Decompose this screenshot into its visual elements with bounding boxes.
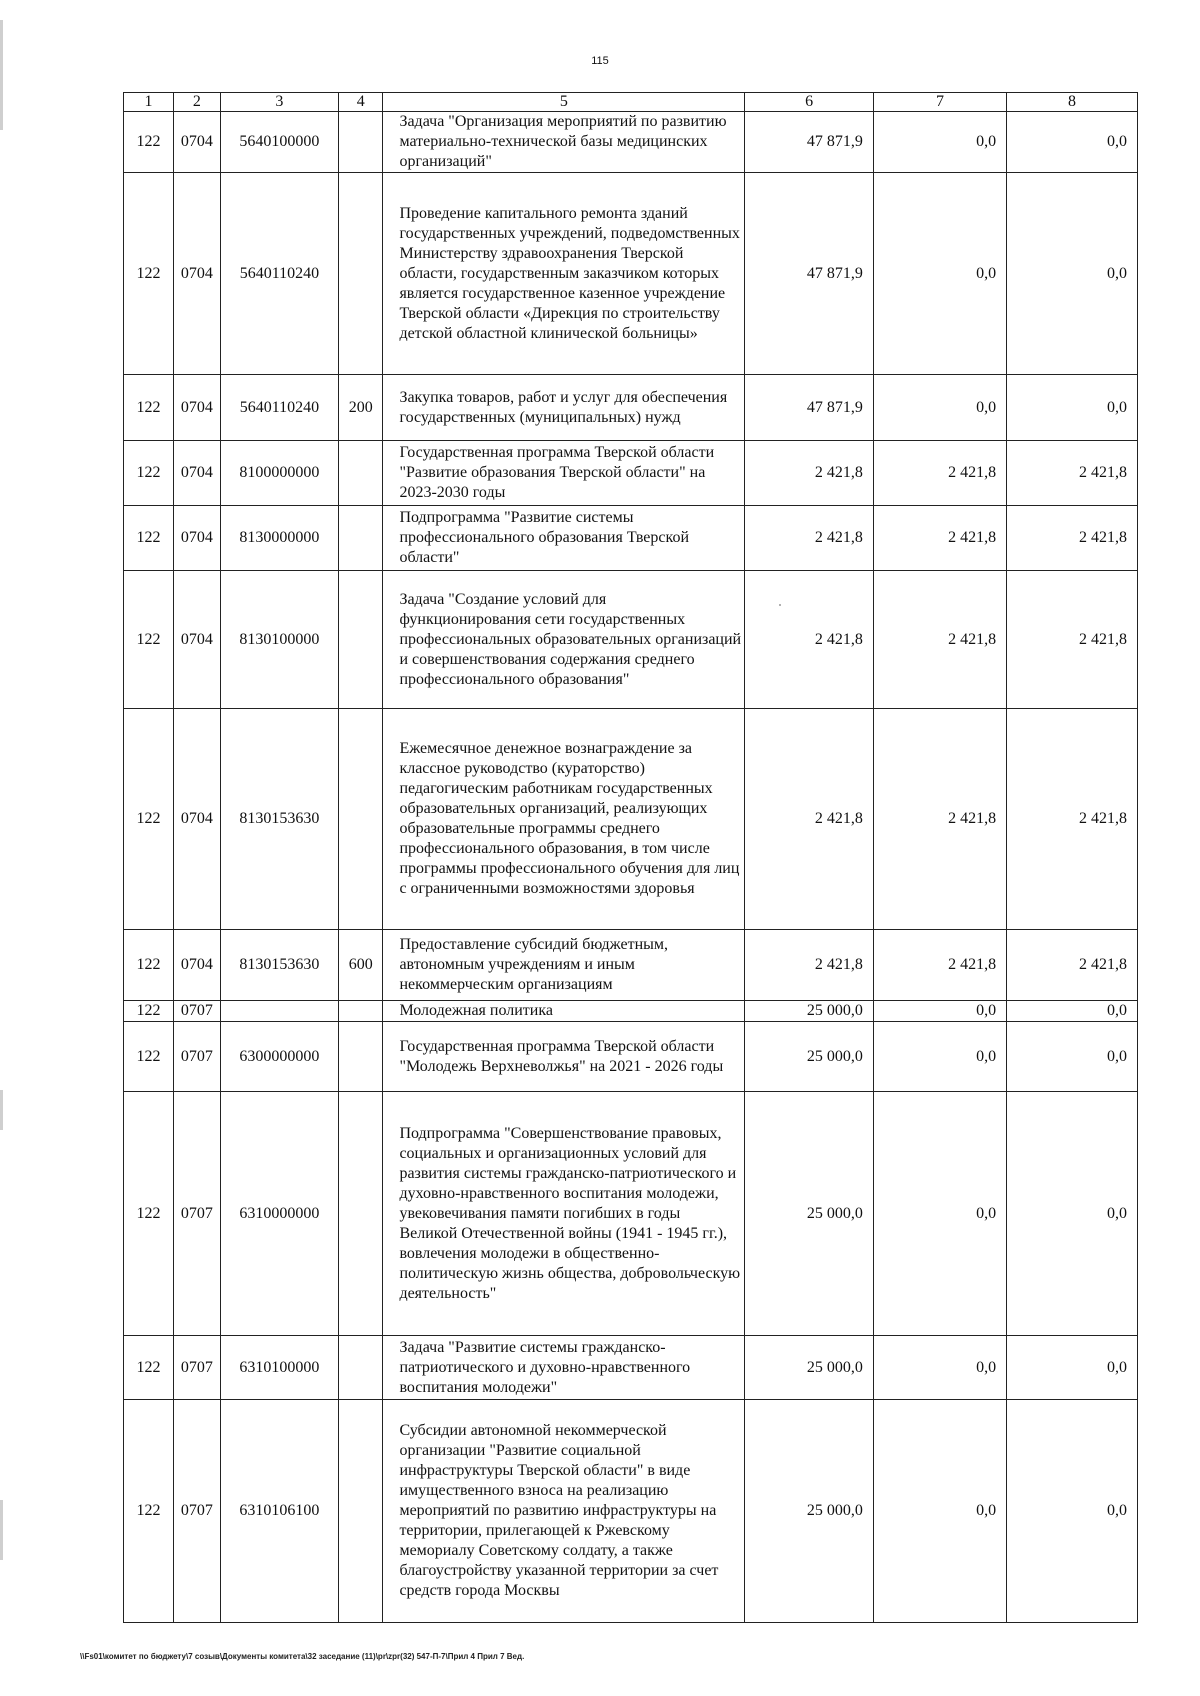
- page-number: 115: [591, 55, 609, 67]
- cell-expense-type: [339, 1022, 383, 1092]
- cell-expense-type: 600: [339, 930, 383, 1001]
- cell-amount-6: 2 421,8: [745, 506, 874, 571]
- cell-target-item: 8100000000: [220, 441, 338, 506]
- cell-amount-8: 2 421,8: [1007, 441, 1138, 506]
- table-row: [124, 571, 1138, 709]
- cell-ministry-code: 122: [124, 1022, 174, 1092]
- cell-expense-type: [339, 441, 383, 506]
- cell-description: Субсидии автономной некоммерческой организации "Развитие социальной инфраструктуры Тверской области" в виде имущественного взноса на реализацию мероприятий по развитию инфраструктуры на территории, прилегающей к Ржевскому мемориалу Советскому солдату, а также благоустройству указанной территории за счет средств города Москвы: [383, 1400, 745, 1623]
- table-row: [124, 709, 1138, 930]
- cell-description: Задача "Создание условий для функционирования сети государственных профессиональных образовательных организаций и совершенствования содержания среднего профессионального образования": [383, 571, 745, 709]
- cell-target-item: 6300000000: [220, 1022, 338, 1092]
- cell-section-code: 0704: [174, 441, 221, 506]
- cell-target-item: 5640110240: [220, 375, 338, 441]
- cell-amount-7: 0,0: [873, 1022, 1006, 1092]
- table-row: [124, 1092, 1138, 1336]
- cell-description: Подпрограмма "Развитие системы профессионального образования Тверской области": [383, 506, 745, 571]
- cell-amount-8: 0,0: [1007, 375, 1138, 441]
- cell-amount-8: 0,0: [1007, 1336, 1138, 1400]
- scan-edge-mark: [0, 20, 3, 130]
- cell-description: Государственная программа Тверской области "Развитие образования Тверской области" на 2023-2030 годы: [383, 441, 745, 506]
- cell-target-item: 8130000000: [220, 506, 338, 571]
- header-row: [124, 93, 1138, 112]
- cell-amount-6: 25 000,0: [745, 1001, 874, 1022]
- cell-section-code: 0704: [174, 571, 221, 709]
- table-row: [124, 1336, 1138, 1400]
- cell-description: Закупка товаров, работ и услуг для обеспечения государственных (муниципальных) нужд: [383, 375, 745, 441]
- cell-amount-8: 2 421,8: [1007, 571, 1138, 709]
- cell-target-item: 8130100000: [220, 571, 338, 709]
- cell-amount-8: 2 421,8: [1007, 930, 1138, 1001]
- cell-amount-7: 2 421,8: [873, 441, 1006, 506]
- budget-table: [123, 92, 1138, 1623]
- cell-ministry-code: 122: [124, 1400, 174, 1623]
- column-header: 5: [383, 93, 745, 112]
- cell-amount-8: 0,0: [1007, 1092, 1138, 1336]
- cell-expense-type: [339, 1092, 383, 1336]
- cell-target-item: 5640110240: [220, 173, 338, 375]
- column-header: 1: [124, 93, 174, 112]
- cell-target-item: 5640100000: [220, 112, 338, 173]
- cell-section-code: 0707: [174, 1022, 221, 1092]
- cell-description: Подпрограмма "Совершенствование правовых, социальных и организационных условий для развития системы гражданско-патриотического и духовно-нравственного воспитания молодежи, увековечивания памяти погибших в годы Великой Отечественной войны (1941 - 1945 гг.), вовлечения молодежи в общественно-политическую жизнь общества, добровольческую деятельность": [383, 1092, 745, 1336]
- cell-ministry-code: 122: [124, 709, 174, 930]
- cell-amount-8: 0,0: [1007, 1022, 1138, 1092]
- cell-section-code: 0704: [174, 112, 221, 173]
- cell-ministry-code: 122: [124, 112, 174, 173]
- cell-amount-6: 25 000,0: [745, 1092, 874, 1336]
- cell-expense-type: [339, 506, 383, 571]
- cell-amount-7: 2 421,8: [873, 506, 1006, 571]
- table-row: [124, 1022, 1138, 1092]
- cell-amount-6: 25 000,0: [745, 1400, 874, 1623]
- cell-amount-6: 2 421,8: [745, 709, 874, 930]
- cell-target-item: 6310000000: [220, 1092, 338, 1336]
- cell-amount-8: 0,0: [1007, 1001, 1138, 1022]
- cell-section-code: 0704: [174, 375, 221, 441]
- cell-description: Ежемесячное денежное вознаграждение за классное руководство (кураторство) педагогическим работникам государственных образовательных организаций, реализующих образовательные программы среднего профессионального образования, в том числе программы профессионального обучения для лиц с ограниченными возможностями здоровья: [383, 709, 745, 930]
- cell-ministry-code: 122: [124, 1001, 174, 1022]
- cell-amount-6: 47 871,9: [745, 112, 874, 173]
- cell-expense-type: [339, 112, 383, 173]
- column-header: 7: [873, 93, 1006, 112]
- cell-amount-7: 0,0: [873, 375, 1006, 441]
- cell-target-item: 6310106100: [220, 1400, 338, 1623]
- cell-section-code: 0704: [174, 709, 221, 930]
- cell-description: Проведение капитального ремонта зданий государственных учреждений, подведомственных Министерству здравоохранения Тверской области, государственным заказчиком которых является государственное казенное учреждение Тверской области «Дирекция по строительству детской областной клинической больницы»: [383, 173, 745, 375]
- column-header: 2: [174, 93, 221, 112]
- scan-edge-mark: [0, 1500, 3, 1560]
- table-row: [124, 173, 1138, 375]
- cell-ministry-code: 122: [124, 1336, 174, 1400]
- cell-description: Задача "Организация мероприятий по развитию материально-технической базы медицинских организаций": [383, 112, 745, 173]
- cell-expense-type: [339, 1001, 383, 1022]
- table-row: [124, 1001, 1138, 1022]
- cell-section-code: 0707: [174, 1400, 221, 1623]
- table-row: [124, 441, 1138, 506]
- cell-amount-7: 2 421,8: [873, 571, 1006, 709]
- cell-amount-6: 2 421,8: [745, 930, 874, 1001]
- cell-amount-6: 2 421,8: [745, 441, 874, 506]
- cell-ministry-code: 122: [124, 173, 174, 375]
- cell-description: Молодежная политика: [383, 1001, 745, 1022]
- cell-amount-7: 0,0: [873, 1400, 1006, 1623]
- cell-amount-8: 2 421,8: [1007, 709, 1138, 930]
- cell-amount-6: 47 871,9: [745, 375, 874, 441]
- scan-edge-mark: [0, 1090, 3, 1130]
- cell-amount-8: 2 421,8: [1007, 506, 1138, 571]
- table-row: [124, 1400, 1138, 1623]
- cell-target-item: 6310100000: [220, 1336, 338, 1400]
- cell-expense-type: [339, 173, 383, 375]
- table-row: [124, 930, 1138, 1001]
- cell-amount-7: 0,0: [873, 112, 1006, 173]
- cell-description: Предоставление субсидий бюджетным, автономным учреждениям и иным некоммерческим организациям: [383, 930, 745, 1001]
- table-row: [124, 375, 1138, 441]
- cell-target-item: 8130153630: [220, 930, 338, 1001]
- cell-amount-6: 2 421,8: [745, 571, 874, 709]
- column-header: 4: [339, 93, 383, 112]
- cell-amount-7: 2 421,8: [873, 709, 1006, 930]
- cell-ministry-code: 122: [124, 375, 174, 441]
- cell-ministry-code: 122: [124, 571, 174, 709]
- cell-amount-8: 0,0: [1007, 1400, 1138, 1623]
- cell-amount-8: 0,0: [1007, 112, 1138, 173]
- cell-section-code: 0704: [174, 173, 221, 375]
- footer-file-path: \\Fs01\комитет по бюджету\7 созыв\Документы комитета\32 заседание (11)\pr\zpr(32) 547-П-7\Прил 4 Прил 7 Вед.: [80, 1652, 525, 1661]
- cell-description: Задача "Развитие системы гражданско-патриотического и духовно-нравственного воспитания молодежи": [383, 1336, 745, 1400]
- table-row: [124, 112, 1138, 173]
- scan-speck: [779, 604, 781, 606]
- cell-section-code: 0707: [174, 1001, 221, 1022]
- cell-ministry-code: 122: [124, 930, 174, 1001]
- cell-amount-7: 2 421,8: [873, 930, 1006, 1001]
- cell-section-code: 0704: [174, 930, 221, 1001]
- cell-amount-6: 25 000,0: [745, 1336, 874, 1400]
- cell-amount-6: 25 000,0: [745, 1022, 874, 1092]
- cell-expense-type: [339, 709, 383, 930]
- cell-expense-type: [339, 1336, 383, 1400]
- cell-section-code: 0707: [174, 1336, 221, 1400]
- cell-section-code: 0707: [174, 1092, 221, 1336]
- cell-amount-7: 0,0: [873, 1001, 1006, 1022]
- cell-amount-8: 0,0: [1007, 173, 1138, 375]
- cell-description: Государственная программа Тверской области "Молодежь Верхневолжья" на 2021 - 2026 годы: [383, 1022, 745, 1092]
- cell-amount-6: 47 871,9: [745, 173, 874, 375]
- cell-amount-7: 0,0: [873, 1092, 1006, 1336]
- table-row: [124, 506, 1138, 571]
- cell-expense-type: 200: [339, 375, 383, 441]
- cell-section-code: 0704: [174, 506, 221, 571]
- cell-expense-type: [339, 571, 383, 709]
- cell-ministry-code: 122: [124, 441, 174, 506]
- column-header: 6: [745, 93, 874, 112]
- cell-expense-type: [339, 1400, 383, 1623]
- column-header: 3: [220, 93, 338, 112]
- column-header: 8: [1007, 93, 1138, 112]
- cell-amount-7: 0,0: [873, 1336, 1006, 1400]
- cell-target-item: [220, 1001, 338, 1022]
- cell-ministry-code: 122: [124, 1092, 174, 1336]
- cell-target-item: 8130153630: [220, 709, 338, 930]
- cell-ministry-code: 122: [124, 506, 174, 571]
- cell-amount-7: 0,0: [873, 173, 1006, 375]
